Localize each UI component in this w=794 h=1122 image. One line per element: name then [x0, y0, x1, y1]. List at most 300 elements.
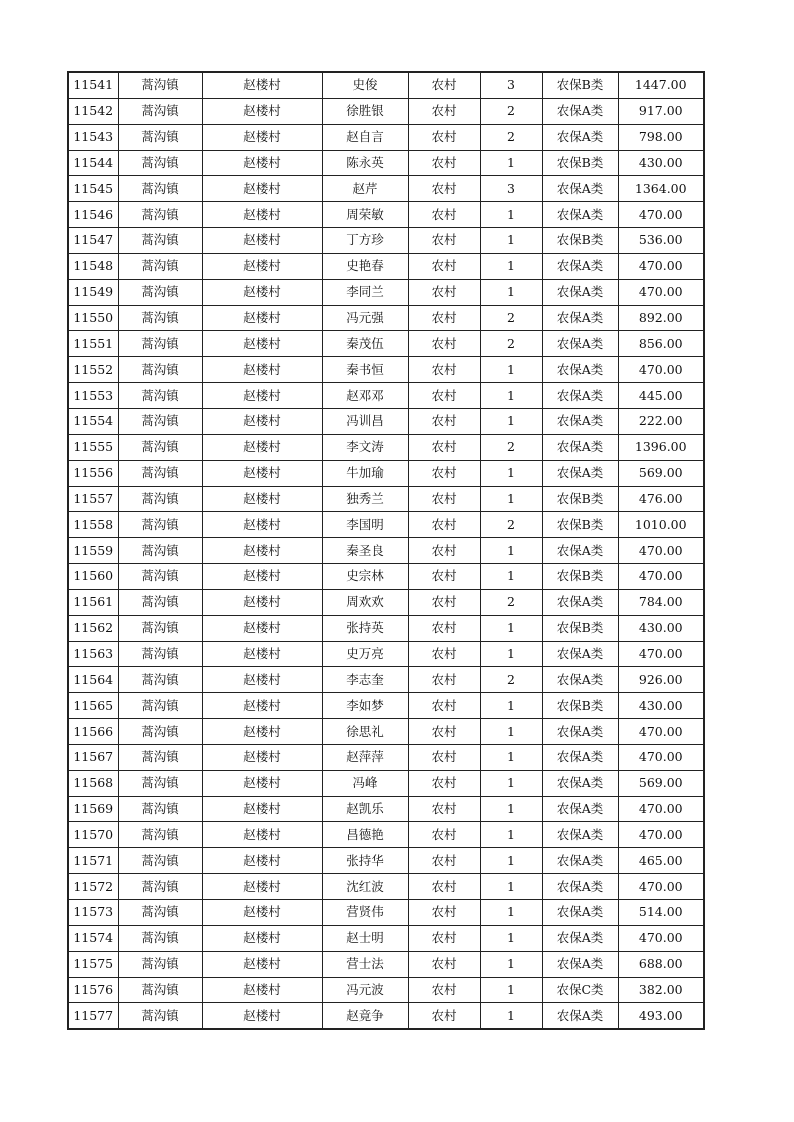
table-row	[68, 305, 704, 331]
village-cell: 赵楼村	[202, 770, 322, 796]
insurance-category-cell: 农保A类	[542, 796, 618, 822]
person-name-cell: 秦书恒	[322, 357, 408, 383]
household-type-cell: 农村	[408, 305, 480, 331]
table-row	[68, 383, 704, 409]
insurance-category-cell: 农保A类	[542, 357, 618, 383]
person-name-cell: 独秀兰	[322, 486, 408, 512]
village-cell: 赵楼村	[202, 874, 322, 900]
village-cell: 赵楼村	[202, 408, 322, 434]
town-cell: 蒿沟镇	[118, 693, 202, 719]
record-id-cell: 11576	[68, 977, 118, 1003]
table-row	[68, 538, 704, 564]
household-type-cell: 农村	[408, 72, 480, 98]
household-type-cell: 农村	[408, 202, 480, 228]
village-cell: 赵楼村	[202, 951, 322, 977]
table-row	[68, 253, 704, 279]
table-row	[68, 874, 704, 900]
village-cell: 赵楼村	[202, 744, 322, 770]
amount-cell: 569.00	[618, 770, 704, 796]
table-row	[68, 150, 704, 176]
household-type-cell: 农村	[408, 512, 480, 538]
insurance-category-cell: 农保A类	[542, 176, 618, 202]
person-name-cell: 冯元波	[322, 977, 408, 1003]
town-cell: 蒿沟镇	[118, 796, 202, 822]
member-count-cell: 1	[480, 977, 542, 1003]
household-type-cell: 农村	[408, 460, 480, 486]
insurance-category-cell: 农保A类	[542, 279, 618, 305]
insurance-category-cell: 农保A类	[542, 98, 618, 124]
member-count-cell: 3	[480, 176, 542, 202]
insurance-category-cell: 农保A类	[542, 383, 618, 409]
insurance-category-cell: 农保A类	[542, 408, 618, 434]
amount-cell: 917.00	[618, 98, 704, 124]
insurance-category-cell: 农保A类	[542, 667, 618, 693]
table-row	[68, 667, 704, 693]
insurance-category-cell: 农保B类	[542, 693, 618, 719]
person-name-cell: 李国明	[322, 512, 408, 538]
table-row	[68, 951, 704, 977]
person-name-cell: 史艳春	[322, 253, 408, 279]
insurance-category-cell: 农保A类	[542, 874, 618, 900]
member-count-cell: 1	[480, 538, 542, 564]
member-count-cell: 2	[480, 434, 542, 460]
village-cell: 赵楼村	[202, 848, 322, 874]
town-cell: 蒿沟镇	[118, 408, 202, 434]
member-count-cell: 1	[480, 615, 542, 641]
insurance-category-cell: 农保A类	[542, 770, 618, 796]
amount-cell: 476.00	[618, 486, 704, 512]
table-row	[68, 512, 704, 538]
insurance-category-cell: 农保A类	[542, 900, 618, 926]
village-cell: 赵楼村	[202, 719, 322, 745]
record-id-cell: 11560	[68, 564, 118, 590]
village-cell: 赵楼村	[202, 977, 322, 1003]
member-count-cell: 1	[480, 744, 542, 770]
household-type-cell: 农村	[408, 874, 480, 900]
person-name-cell: 李志奎	[322, 667, 408, 693]
insurance-category-cell: 农保C类	[542, 977, 618, 1003]
record-id-cell: 11557	[68, 486, 118, 512]
amount-cell: 514.00	[618, 900, 704, 926]
record-id-cell: 11559	[68, 538, 118, 564]
village-cell: 赵楼村	[202, 434, 322, 460]
household-type-cell: 农村	[408, 951, 480, 977]
insurance-category-cell: 农保B类	[542, 512, 618, 538]
record-id-cell: 11574	[68, 925, 118, 951]
member-count-cell: 1	[480, 925, 542, 951]
town-cell: 蒿沟镇	[118, 98, 202, 124]
record-id-cell: 11571	[68, 848, 118, 874]
household-type-cell: 农村	[408, 822, 480, 848]
member-count-cell: 1	[480, 253, 542, 279]
record-id-cell: 11567	[68, 744, 118, 770]
household-type-cell: 农村	[408, 900, 480, 926]
record-id-cell: 11546	[68, 202, 118, 228]
table-row	[68, 719, 704, 745]
household-type-cell: 农村	[408, 564, 480, 590]
amount-cell: 798.00	[618, 124, 704, 150]
village-cell: 赵楼村	[202, 512, 322, 538]
village-cell: 赵楼村	[202, 925, 322, 951]
household-type-cell: 农村	[408, 719, 480, 745]
amount-cell: 470.00	[618, 279, 704, 305]
town-cell: 蒿沟镇	[118, 176, 202, 202]
person-name-cell: 牛加瑜	[322, 460, 408, 486]
record-id-cell: 11568	[68, 770, 118, 796]
town-cell: 蒿沟镇	[118, 72, 202, 98]
amount-cell: 470.00	[618, 253, 704, 279]
person-name-cell: 周欢欢	[322, 589, 408, 615]
table-row	[68, 589, 704, 615]
insurance-category-cell: 农保A类	[542, 822, 618, 848]
household-type-cell: 农村	[408, 641, 480, 667]
amount-cell: 1396.00	[618, 434, 704, 460]
town-cell: 蒿沟镇	[118, 822, 202, 848]
table-row	[68, 98, 704, 124]
household-type-cell: 农村	[408, 150, 480, 176]
member-count-cell: 1	[480, 796, 542, 822]
insurance-category-cell: 农保A类	[542, 460, 618, 486]
insurance-category-cell: 农保B类	[542, 228, 618, 254]
record-id-cell: 11566	[68, 719, 118, 745]
town-cell: 蒿沟镇	[118, 383, 202, 409]
town-cell: 蒿沟镇	[118, 641, 202, 667]
record-id-cell: 11552	[68, 357, 118, 383]
member-count-cell: 1	[480, 822, 542, 848]
town-cell: 蒿沟镇	[118, 124, 202, 150]
insurance-category-cell: 农保B类	[542, 564, 618, 590]
person-name-cell: 徐思礼	[322, 719, 408, 745]
household-type-cell: 农村	[408, 176, 480, 202]
insurance-category-cell: 农保A类	[542, 925, 618, 951]
town-cell: 蒿沟镇	[118, 900, 202, 926]
amount-cell: 856.00	[618, 331, 704, 357]
household-type-cell: 农村	[408, 357, 480, 383]
record-id-cell: 11549	[68, 279, 118, 305]
person-name-cell: 李文涛	[322, 434, 408, 460]
town-cell: 蒿沟镇	[118, 564, 202, 590]
insurance-category-cell: 农保B类	[542, 72, 618, 98]
table-row	[68, 925, 704, 951]
person-name-cell: 赵竟争	[322, 1003, 408, 1029]
household-type-cell: 农村	[408, 1003, 480, 1029]
person-name-cell: 营士法	[322, 951, 408, 977]
amount-cell: 1447.00	[618, 72, 704, 98]
table-row	[68, 460, 704, 486]
member-count-cell: 1	[480, 874, 542, 900]
record-id-cell: 11556	[68, 460, 118, 486]
person-name-cell: 赵芹	[322, 176, 408, 202]
person-name-cell: 赵邓邓	[322, 383, 408, 409]
amount-cell: 688.00	[618, 951, 704, 977]
record-id-cell: 11577	[68, 1003, 118, 1029]
village-cell: 赵楼村	[202, 1003, 322, 1029]
member-count-cell: 2	[480, 667, 542, 693]
person-name-cell: 昌德艳	[322, 822, 408, 848]
person-name-cell: 史万亮	[322, 641, 408, 667]
record-id-cell: 11544	[68, 150, 118, 176]
amount-cell: 470.00	[618, 641, 704, 667]
town-cell: 蒿沟镇	[118, 486, 202, 512]
village-cell: 赵楼村	[202, 486, 322, 512]
table-row	[68, 900, 704, 926]
town-cell: 蒿沟镇	[118, 770, 202, 796]
village-cell: 赵楼村	[202, 98, 322, 124]
member-count-cell: 1	[480, 770, 542, 796]
village-cell: 赵楼村	[202, 667, 322, 693]
member-count-cell: 2	[480, 589, 542, 615]
town-cell: 蒿沟镇	[118, 848, 202, 874]
person-name-cell: 陈永英	[322, 150, 408, 176]
insurance-category-cell: 农保A类	[542, 538, 618, 564]
record-id-cell: 11551	[68, 331, 118, 357]
town-cell: 蒿沟镇	[118, 1003, 202, 1029]
town-cell: 蒿沟镇	[118, 228, 202, 254]
household-type-cell: 农村	[408, 538, 480, 564]
member-count-cell: 1	[480, 383, 542, 409]
amount-cell: 430.00	[618, 150, 704, 176]
person-name-cell: 张持华	[322, 848, 408, 874]
town-cell: 蒿沟镇	[118, 357, 202, 383]
amount-cell: 470.00	[618, 719, 704, 745]
insurance-category-cell: 农保A类	[542, 202, 618, 228]
member-count-cell: 1	[480, 951, 542, 977]
amount-cell: 536.00	[618, 228, 704, 254]
village-cell: 赵楼村	[202, 176, 322, 202]
record-id-cell: 11554	[68, 408, 118, 434]
village-cell: 赵楼村	[202, 124, 322, 150]
table-row	[68, 822, 704, 848]
insurance-category-cell: 农保A类	[542, 305, 618, 331]
member-count-cell: 1	[480, 693, 542, 719]
table-row	[68, 408, 704, 434]
insurance-category-cell: 农保B类	[542, 150, 618, 176]
amount-cell: 569.00	[618, 460, 704, 486]
table-row	[68, 770, 704, 796]
insurance-category-cell: 农保A类	[542, 253, 618, 279]
person-name-cell: 冯训昌	[322, 408, 408, 434]
insurance-category-cell: 农保A类	[542, 744, 618, 770]
household-type-cell: 农村	[408, 228, 480, 254]
amount-cell: 784.00	[618, 589, 704, 615]
household-type-cell: 农村	[408, 925, 480, 951]
household-type-cell: 农村	[408, 486, 480, 512]
member-count-cell: 1	[480, 641, 542, 667]
amount-cell: 465.00	[618, 848, 704, 874]
member-count-cell: 1	[480, 279, 542, 305]
member-count-cell: 2	[480, 98, 542, 124]
table-row	[68, 641, 704, 667]
village-cell: 赵楼村	[202, 615, 322, 641]
town-cell: 蒿沟镇	[118, 874, 202, 900]
town-cell: 蒿沟镇	[118, 434, 202, 460]
roster-table	[67, 71, 705, 1030]
insurance-category-cell: 农保A类	[542, 951, 618, 977]
town-cell: 蒿沟镇	[118, 744, 202, 770]
record-id-cell: 11573	[68, 900, 118, 926]
insurance-category-cell: 农保B类	[542, 486, 618, 512]
village-cell: 赵楼村	[202, 538, 322, 564]
member-count-cell: 2	[480, 512, 542, 538]
household-type-cell: 农村	[408, 253, 480, 279]
amount-cell: 470.00	[618, 357, 704, 383]
town-cell: 蒿沟镇	[118, 667, 202, 693]
person-name-cell: 徐胜银	[322, 98, 408, 124]
member-count-cell: 1	[480, 408, 542, 434]
amount-cell: 892.00	[618, 305, 704, 331]
record-id-cell: 11558	[68, 512, 118, 538]
person-name-cell: 赵凯乐	[322, 796, 408, 822]
household-type-cell: 农村	[408, 977, 480, 1003]
member-count-cell: 3	[480, 72, 542, 98]
person-name-cell: 秦圣良	[322, 538, 408, 564]
member-count-cell: 1	[480, 357, 542, 383]
village-cell: 赵楼村	[202, 253, 322, 279]
amount-cell: 1364.00	[618, 176, 704, 202]
table-row	[68, 977, 704, 1003]
record-id-cell: 11575	[68, 951, 118, 977]
town-cell: 蒿沟镇	[118, 538, 202, 564]
record-id-cell: 11542	[68, 98, 118, 124]
table-row	[68, 434, 704, 460]
village-cell: 赵楼村	[202, 460, 322, 486]
person-name-cell: 营贤伟	[322, 900, 408, 926]
table-row	[68, 615, 704, 641]
member-count-cell: 1	[480, 460, 542, 486]
table-row	[68, 693, 704, 719]
household-type-cell: 农村	[408, 744, 480, 770]
insurance-category-cell: 农保B类	[542, 615, 618, 641]
household-type-cell: 农村	[408, 615, 480, 641]
member-count-cell: 1	[480, 564, 542, 590]
amount-cell: 470.00	[618, 564, 704, 590]
household-type-cell: 农村	[408, 770, 480, 796]
town-cell: 蒿沟镇	[118, 460, 202, 486]
amount-cell: 430.00	[618, 693, 704, 719]
town-cell: 蒿沟镇	[118, 977, 202, 1003]
person-name-cell: 秦茂伍	[322, 331, 408, 357]
household-type-cell: 农村	[408, 434, 480, 460]
table-row	[68, 331, 704, 357]
record-id-cell: 11550	[68, 305, 118, 331]
person-name-cell: 张持英	[322, 615, 408, 641]
record-id-cell: 11553	[68, 383, 118, 409]
member-count-cell: 1	[480, 486, 542, 512]
record-id-cell: 11570	[68, 822, 118, 848]
town-cell: 蒿沟镇	[118, 253, 202, 279]
record-id-cell: 11562	[68, 615, 118, 641]
village-cell: 赵楼村	[202, 589, 322, 615]
town-cell: 蒿沟镇	[118, 150, 202, 176]
household-type-cell: 农村	[408, 124, 480, 150]
town-cell: 蒿沟镇	[118, 279, 202, 305]
record-id-cell: 11565	[68, 693, 118, 719]
insurance-category-cell: 农保A类	[542, 124, 618, 150]
table-row	[68, 744, 704, 770]
table-row	[68, 1003, 704, 1029]
record-id-cell: 11569	[68, 796, 118, 822]
person-name-cell: 赵士明	[322, 925, 408, 951]
household-type-cell: 农村	[408, 667, 480, 693]
person-name-cell: 沈红波	[322, 874, 408, 900]
table-row	[68, 564, 704, 590]
village-cell: 赵楼村	[202, 641, 322, 667]
person-name-cell: 李同兰	[322, 279, 408, 305]
amount-cell: 222.00	[618, 408, 704, 434]
record-id-cell: 11572	[68, 874, 118, 900]
person-name-cell: 赵萍萍	[322, 744, 408, 770]
record-id-cell: 11563	[68, 641, 118, 667]
village-cell: 赵楼村	[202, 72, 322, 98]
person-name-cell: 赵自言	[322, 124, 408, 150]
record-id-cell: 11545	[68, 176, 118, 202]
table-row	[68, 279, 704, 305]
village-cell: 赵楼村	[202, 202, 322, 228]
town-cell: 蒿沟镇	[118, 925, 202, 951]
village-cell: 赵楼村	[202, 228, 322, 254]
table-row	[68, 848, 704, 874]
household-type-cell: 农村	[408, 279, 480, 305]
amount-cell: 382.00	[618, 977, 704, 1003]
household-type-cell: 农村	[408, 848, 480, 874]
person-name-cell: 冯元强	[322, 305, 408, 331]
household-type-cell: 农村	[408, 589, 480, 615]
roster-body	[68, 72, 704, 1029]
person-name-cell: 李如梦	[322, 693, 408, 719]
amount-cell: 430.00	[618, 615, 704, 641]
table-row	[68, 72, 704, 98]
household-type-cell: 农村	[408, 383, 480, 409]
amount-cell: 445.00	[618, 383, 704, 409]
amount-cell: 926.00	[618, 667, 704, 693]
amount-cell: 470.00	[618, 874, 704, 900]
person-name-cell: 史宗林	[322, 564, 408, 590]
insurance-category-cell: 农保A类	[542, 331, 618, 357]
village-cell: 赵楼村	[202, 822, 322, 848]
member-count-cell: 2	[480, 331, 542, 357]
household-type-cell: 农村	[408, 331, 480, 357]
amount-cell: 493.00	[618, 1003, 704, 1029]
member-count-cell: 2	[480, 124, 542, 150]
town-cell: 蒿沟镇	[118, 719, 202, 745]
village-cell: 赵楼村	[202, 279, 322, 305]
town-cell: 蒿沟镇	[118, 305, 202, 331]
insurance-category-cell: 农保A类	[542, 848, 618, 874]
village-cell: 赵楼村	[202, 383, 322, 409]
household-type-cell: 农村	[408, 796, 480, 822]
table-row	[68, 796, 704, 822]
record-id-cell: 11561	[68, 589, 118, 615]
amount-cell: 470.00	[618, 744, 704, 770]
village-cell: 赵楼村	[202, 900, 322, 926]
village-cell: 赵楼村	[202, 796, 322, 822]
village-cell: 赵楼村	[202, 150, 322, 176]
table-row	[68, 176, 704, 202]
village-cell: 赵楼村	[202, 693, 322, 719]
person-name-cell: 史俊	[322, 72, 408, 98]
town-cell: 蒿沟镇	[118, 202, 202, 228]
table-row	[68, 486, 704, 512]
person-name-cell: 周荣敏	[322, 202, 408, 228]
town-cell: 蒿沟镇	[118, 512, 202, 538]
insurance-category-cell: 农保A类	[542, 641, 618, 667]
record-id-cell: 11548	[68, 253, 118, 279]
member-count-cell: 1	[480, 900, 542, 926]
record-id-cell: 11541	[68, 72, 118, 98]
record-id-cell: 11555	[68, 434, 118, 460]
record-id-cell: 11547	[68, 228, 118, 254]
table-row	[68, 357, 704, 383]
